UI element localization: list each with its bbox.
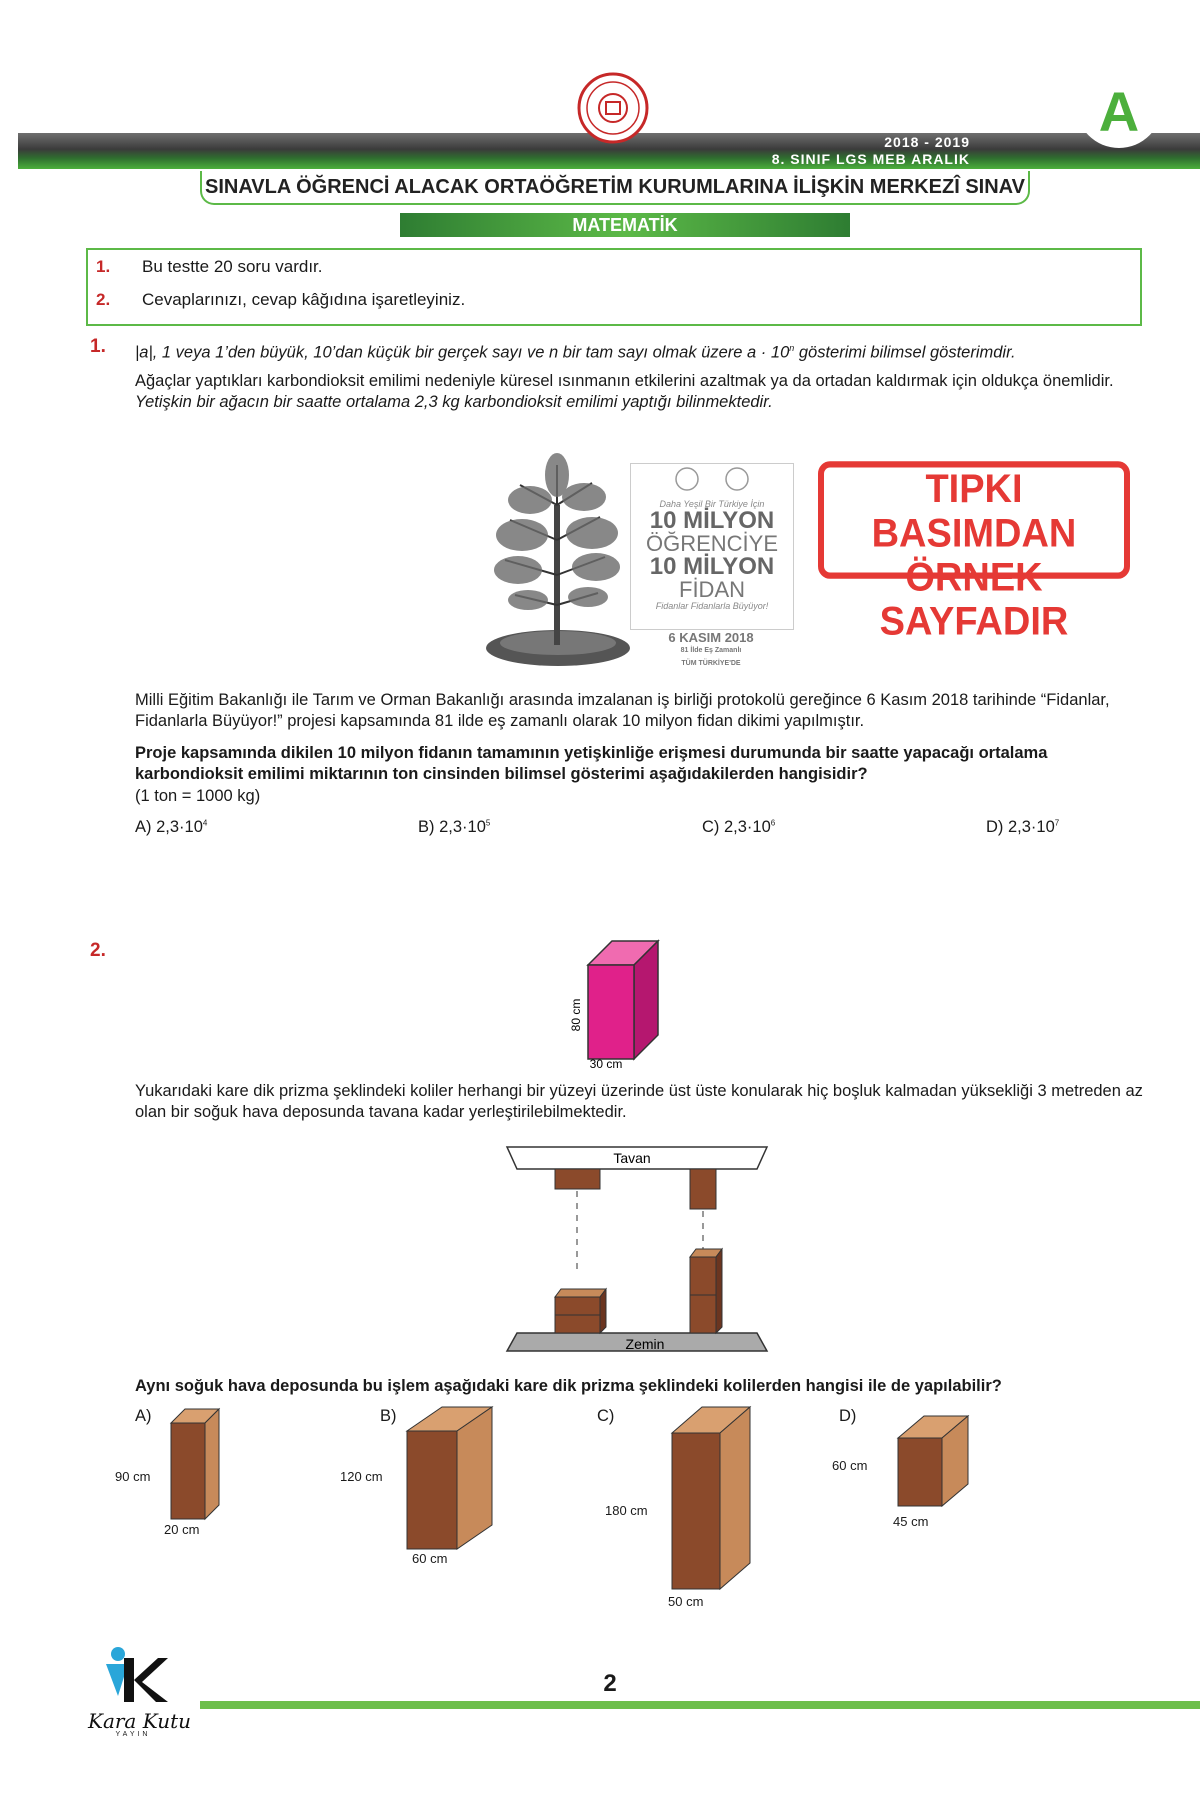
instruction-number: 2. [96,290,111,309]
poster-date: 6 KASIM 2018 [668,630,754,645]
q1-choice-b[interactable] [418,818,490,837]
choice-exponent: 7 [1054,818,1060,828]
q1-choice-c[interactable] [702,818,775,837]
q2-choice-c-width: 50 cm [668,1594,704,1609]
q1-paragraph-2: Milli Eğitim Bakanlığı ile Tarım ve Orman Bakanlığı arasında imzalanan iş birliği protokolü gereğince 6 Kasım 2018 tarihinde “Fidanlar, Fidanlarla Büyüyor!” projesi kapsamında 81 ilde eş zamanlı olarak 10 milyon fidan dikimi yapılmıştır. [135,691,1110,730]
campaign-poster [630,463,794,630]
q2-choice-c-letter[interactable]: C) [597,1407,615,1425]
q1-para1-italic: Yetişkin bir ağacın bir saatte ortalama 2,3 kg karbondioksit emilimi yaptığı bilinmektedir. [135,393,773,411]
choice-exponent: 4 [202,818,208,828]
exam-tag-text: 8. SINIF LGS MEB ARALIK [771,151,970,167]
q2-choice-b-width: 60 cm [412,1551,448,1566]
floor-label: Zemin [625,1336,665,1352]
q2-choice-a-height: 90 cm [115,1469,151,1484]
question-2-number: 2. [90,940,106,961]
page-number: 2 [603,1670,617,1697]
choice-exponent: 6 [770,818,776,828]
choice-text: D) 2,3·10 [986,818,1055,836]
poster-line-3: 10 MİLYON [649,553,775,580]
q1-def-text: , 1 veya 1’den büyük, 10’dan küçük bir gerçek sayı ve n bir tam sayı olmak üzere a · 10 [152,343,790,362]
poster-line-4: FİDAN [679,577,745,602]
subject-banner: MATEMATİK [400,213,850,237]
brand-name: Kara Kutu [88,1709,192,1733]
q1-para1-text: Ağaçlar yaptıkları karbondioksit emilimi nedeniyle küresel ısınmanın etkilerini azaltmak ya da ortadan kaldırmak için oldukça önemlidir. [135,372,1114,390]
sample-page-stamp [818,461,1130,644]
pink-box-height: 80 cm [569,998,583,1032]
q2-choice-b-height: 120 cm [340,1469,383,1484]
q2-choice-a-letter[interactable]: A) [135,1407,152,1425]
instruction-text: Cevaplarınızı, cevap kâğıdına işaretleyiniz. [142,290,466,309]
q2-choice-d-height: 60 cm [832,1458,868,1473]
stamp-line-1: TIPKI BASIMDAN [871,467,1077,556]
pink-box-figure [560,935,670,1070]
q2-choice-d-width: 45 cm [893,1514,929,1529]
choice-text: B) 2,3·10 [418,818,486,836]
q1-question: Proje kapsamında dikilen 10 milyon fidanın tamamının yetişkinliğe erişmesi durumunda bir saatte yapacağı ortalama karbondioksit emilimi miktarının ton cinsinden bilimsel gösterimi aşağıdakilerden hangisidir? [135,744,1048,783]
sapling-tree-image [480,445,630,670]
brand-sub: YAYIN [115,1731,151,1738]
choice-text: C) 2,3·10 [702,818,771,836]
q2-paragraph: Yukarıdaki kare dik prizma şeklindeki koliler herhangi bir yüzeyi üzerinde üst üste konularak hiç boşluk kalmadan yüksekliği 3 metreden az olan bir soğuk hava deposunda tavana kadar yerleştirilebilmektedir. [135,1082,1143,1121]
poster-top-line: Daha Yeşil Bir Türkiye İçin [659,499,765,509]
poster-date-block [630,631,792,670]
instruction-text: Bu testte 20 soru vardır. [142,257,323,276]
q2-choice-c-box[interactable] [665,1403,755,1593]
q2-choice-d-letter[interactable]: D) [839,1407,857,1425]
poster-line-1: 10 MİLYON [649,507,775,534]
kara-kutu-k-icon [88,1646,168,1706]
footer-band [200,1701,1200,1709]
q1-note: (1 ton = 1000 kg) [135,787,261,805]
q2-choice-a-box[interactable] [165,1405,225,1525]
publisher-logo [88,1646,198,1736]
choice-exponent: 5 [485,818,491,828]
q1-def-end: gösterimi bilimsel gösterimdir. [794,343,1016,362]
poster-sub-1: 81 İlde Eş Zamanlı [680,647,742,654]
poster-slogan: Fidanlar Fidanlarla Büyüyor! [655,601,769,611]
poster-logos-icon [632,464,792,494]
q2-choice-b-box[interactable] [400,1403,500,1553]
storage-diagram [505,1145,770,1365]
q1-choice-d[interactable] [986,818,1059,837]
instruction-item [96,290,465,310]
q1-choice-a[interactable] [135,818,207,837]
poster-line-2: ÖĞRENCİYE [645,531,779,556]
q2-choice-c-height: 180 cm [605,1503,648,1518]
q2-choice-d-box[interactable] [892,1412,972,1512]
q2-question: Aynı soğuk hava deposunda bu işlem aşağıdaki kare dik prizma şeklindeki kolilerden hangisi ile de yapılabilir? [135,1377,1002,1395]
q1-abs-a: |a| [135,343,153,362]
ministry-seal-icon [575,70,651,146]
booklet-badge: A [1076,78,1162,148]
choice-text: A) 2,3·10 [135,818,203,836]
instruction-number: 1. [96,257,111,276]
instruction-item [96,257,322,277]
q1-paragraph-1 [135,371,1145,413]
exam-year-label [772,134,970,168]
question-1-number: 1. [90,336,106,357]
exam-title: SINAVLA ÖĞRENCİ ALACAK ORTAÖĞRETİM KURUMLARINA İLİŞKİN MERKEZÎ SINAV [205,176,1025,198]
q1-definition [135,338,1145,364]
q2-choice-b-letter[interactable]: B) [380,1407,397,1425]
poster-sub-2: TÜM TÜRKİYE'DE [681,660,741,667]
year-text: 2018 - 2019 [884,134,970,150]
pink-box-width: 30 cm [589,1057,623,1070]
q1-exponent: n [789,343,795,353]
q2-choice-a-width: 20 cm [164,1522,200,1537]
stamp-line-2: ÖRNEK SAYFADIR [879,555,1069,644]
ceiling-label: Tavan [613,1150,651,1166]
